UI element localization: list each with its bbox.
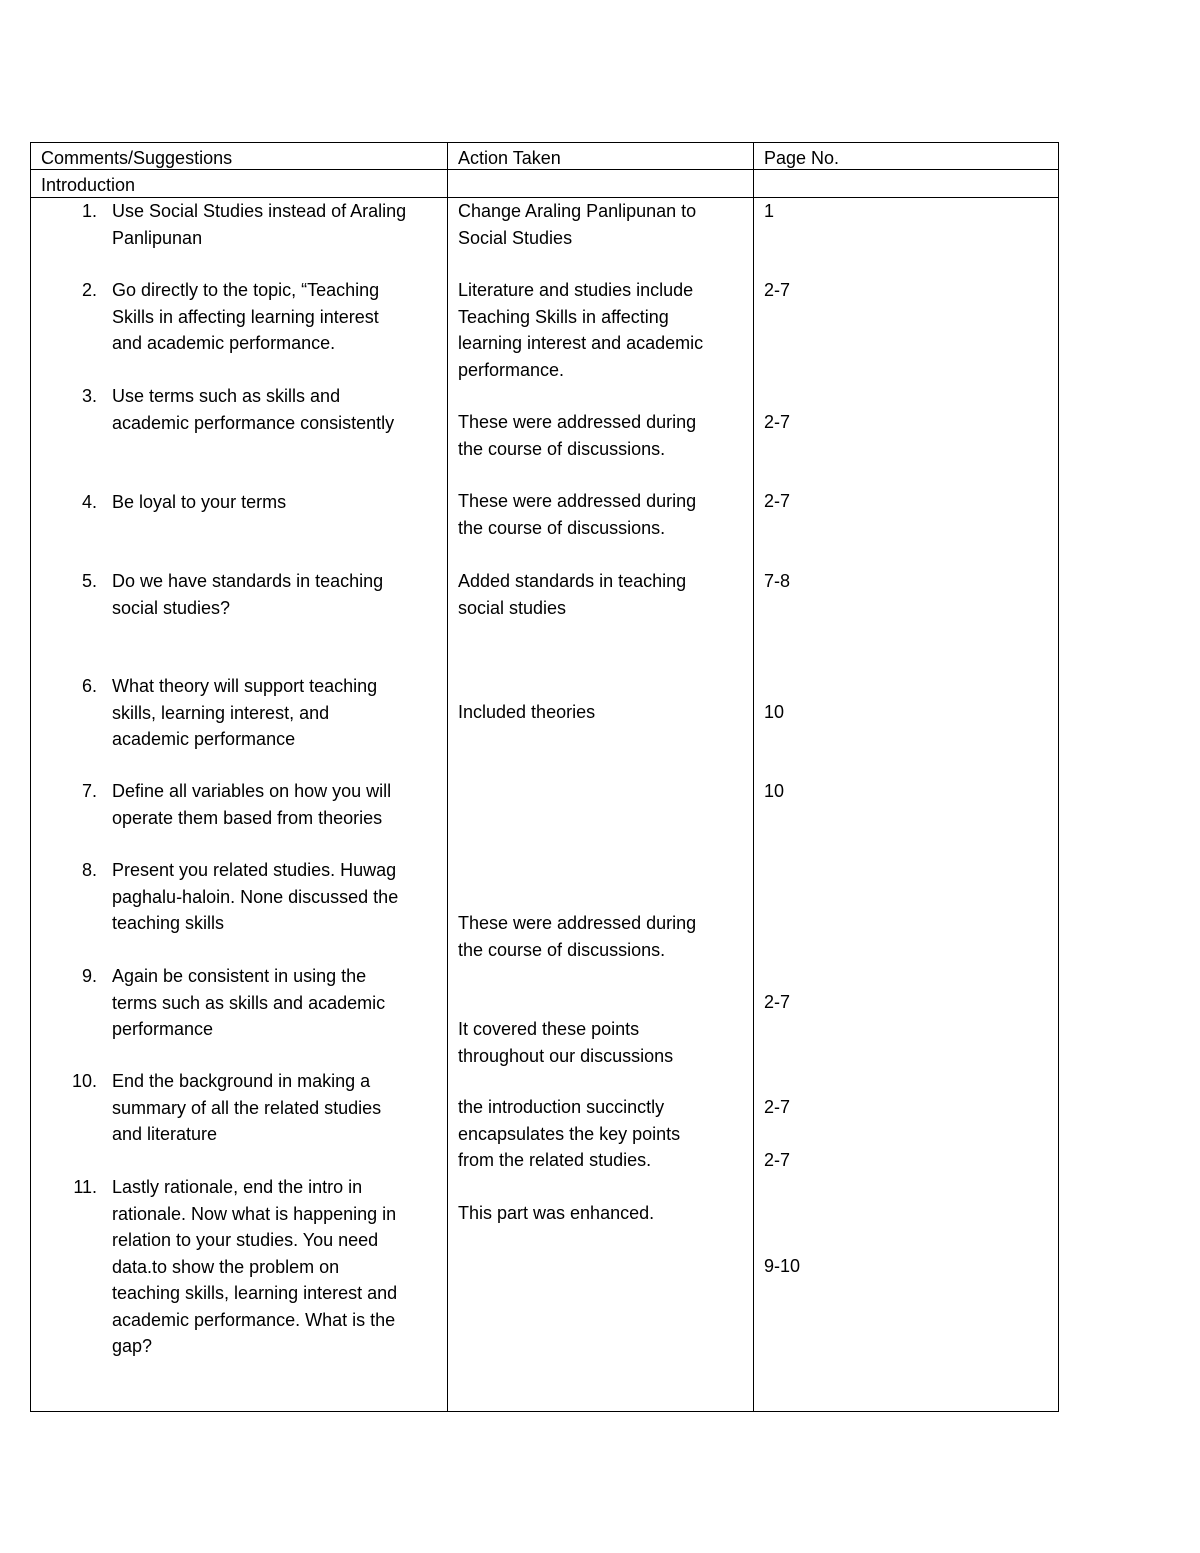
action-line: encapsulates the key points bbox=[458, 1123, 681, 1144]
item-line: Again be consistent in using the bbox=[112, 966, 367, 986]
action-line: Literature and studies include bbox=[458, 280, 694, 300]
page-number: 2-7 bbox=[764, 1097, 791, 1117]
item-text bbox=[112, 857, 442, 937]
item-number: 8. bbox=[81, 860, 97, 880]
action-cell bbox=[458, 198, 748, 251]
page-number: 2-7 bbox=[764, 1150, 791, 1170]
column-divider bbox=[447, 143, 448, 1411]
page-number: 7-8 bbox=[764, 571, 791, 591]
action-line: the course of discussions. bbox=[458, 438, 666, 459]
item-line: Lastly rationale, end the intro in bbox=[112, 1177, 363, 1197]
item-line: Panlipunan bbox=[112, 227, 203, 248]
action-cell bbox=[458, 409, 748, 462]
header-action-taken: Action Taken bbox=[458, 148, 561, 168]
action-cell bbox=[458, 1016, 748, 1069]
item-line: gap? bbox=[112, 1336, 153, 1356]
item-text bbox=[112, 198, 442, 251]
item-number: 2. bbox=[81, 280, 97, 300]
action-line: from the related studies. bbox=[458, 1150, 652, 1170]
action-line: Added standards in teaching bbox=[458, 571, 687, 591]
item-line: What theory will support teaching bbox=[112, 676, 378, 696]
item-line: Use terms such as skills and bbox=[112, 386, 341, 406]
item-line: operate them based from theories bbox=[112, 807, 383, 828]
item-line: paghalu-haloin. None discussed the bbox=[112, 886, 399, 907]
item-line: academic performance consistently bbox=[112, 412, 395, 433]
item-line: academic performance. What is the bbox=[112, 1309, 396, 1330]
page-number: 2-7 bbox=[764, 992, 791, 1012]
page-number: 10 bbox=[764, 702, 785, 722]
action-line: These were addressed during bbox=[458, 491, 697, 511]
action-line: the course of discussions. bbox=[458, 517, 666, 538]
item-number: 6. bbox=[81, 676, 97, 696]
action-line: Included theories bbox=[458, 702, 596, 722]
action-cell bbox=[458, 699, 748, 726]
item-text bbox=[112, 778, 442, 831]
action-line: These were addressed during bbox=[458, 412, 697, 432]
item-line: Define all variables on how you will bbox=[112, 781, 392, 801]
action-cell bbox=[458, 568, 748, 621]
page-number: 1 bbox=[764, 201, 775, 221]
item-line: End the background in making a bbox=[112, 1071, 371, 1091]
action-line: the course of discussions. bbox=[458, 939, 666, 960]
item-line: teaching skills, learning interest and bbox=[112, 1283, 398, 1303]
item-number: 9. bbox=[81, 966, 97, 986]
item-line: summary of all the related studies bbox=[112, 1097, 382, 1118]
page-number: 9-10 bbox=[764, 1256, 801, 1276]
page-number: 2-7 bbox=[764, 280, 791, 300]
action-line: Social Studies bbox=[458, 227, 573, 248]
item-line: social studies? bbox=[112, 597, 231, 618]
item-line: data.to show the problem on bbox=[112, 1256, 340, 1277]
item-line: Do we have standards in teaching bbox=[112, 571, 384, 591]
item-line: performance bbox=[112, 1019, 214, 1039]
action-line: Change Araling Panlipunan to bbox=[458, 201, 697, 221]
page-number: 10 bbox=[764, 781, 785, 801]
item-line: terms such as skills and academic bbox=[112, 992, 386, 1013]
header-page-no: Page No. bbox=[764, 148, 840, 168]
page-number: 2-7 bbox=[764, 491, 791, 511]
action-line: Teaching Skills in affecting bbox=[458, 306, 669, 327]
item-line: Skills in affecting learning interest bbox=[112, 306, 379, 327]
header-comments: Comments/Suggestions bbox=[41, 148, 233, 168]
item-text bbox=[112, 568, 442, 621]
action-line: throughout our discussions bbox=[458, 1045, 674, 1066]
action-line: performance. bbox=[458, 359, 565, 380]
page-number: 2-7 bbox=[764, 412, 791, 432]
action-line: These were addressed during bbox=[458, 913, 697, 933]
action-line: This part was enhanced. bbox=[458, 1203, 655, 1223]
section-introduction: Introduction bbox=[41, 175, 136, 195]
item-line: rationale. Now what is happening in bbox=[112, 1203, 397, 1224]
action-line: social studies bbox=[458, 597, 567, 618]
item-line: Be loyal to your terms bbox=[112, 492, 287, 512]
item-number: 10. bbox=[71, 1071, 97, 1091]
item-text bbox=[112, 489, 442, 516]
action-cell bbox=[458, 488, 748, 541]
item-text bbox=[112, 1068, 442, 1148]
action-cell bbox=[458, 910, 748, 963]
comments-table bbox=[30, 142, 1059, 1412]
item-text bbox=[112, 963, 442, 1043]
action-cell bbox=[458, 277, 748, 383]
item-line: Present you related studies. Huwag bbox=[112, 860, 397, 880]
item-line: relation to your studies. You need bbox=[112, 1230, 379, 1250]
item-line: teaching skills bbox=[112, 913, 225, 933]
item-number: 1. bbox=[81, 201, 97, 221]
action-line: learning interest and academic bbox=[458, 333, 704, 353]
item-line: and academic performance. bbox=[112, 333, 336, 353]
action-cell bbox=[458, 1094, 748, 1174]
action-line: the introduction succinctly bbox=[458, 1097, 665, 1117]
item-line: Go directly to the topic, “Teaching bbox=[112, 280, 380, 300]
action-cell bbox=[458, 1200, 748, 1227]
item-number: 11. bbox=[73, 1177, 97, 1197]
item-line: academic performance bbox=[112, 729, 296, 749]
item-number: 4. bbox=[81, 492, 97, 512]
item-text bbox=[112, 383, 442, 436]
item-text bbox=[112, 673, 442, 753]
item-line: skills, learning interest, and bbox=[112, 702, 330, 723]
item-text bbox=[112, 1174, 442, 1360]
item-text bbox=[112, 277, 442, 357]
item-line: and literature bbox=[112, 1124, 218, 1144]
item-number: 3. bbox=[81, 386, 97, 406]
item-number: 7. bbox=[81, 781, 97, 801]
column-divider bbox=[753, 143, 754, 1411]
action-line: It covered these points bbox=[458, 1019, 640, 1039]
item-line: Use Social Studies instead of Araling bbox=[112, 201, 407, 221]
item-number: 5. bbox=[81, 571, 97, 591]
